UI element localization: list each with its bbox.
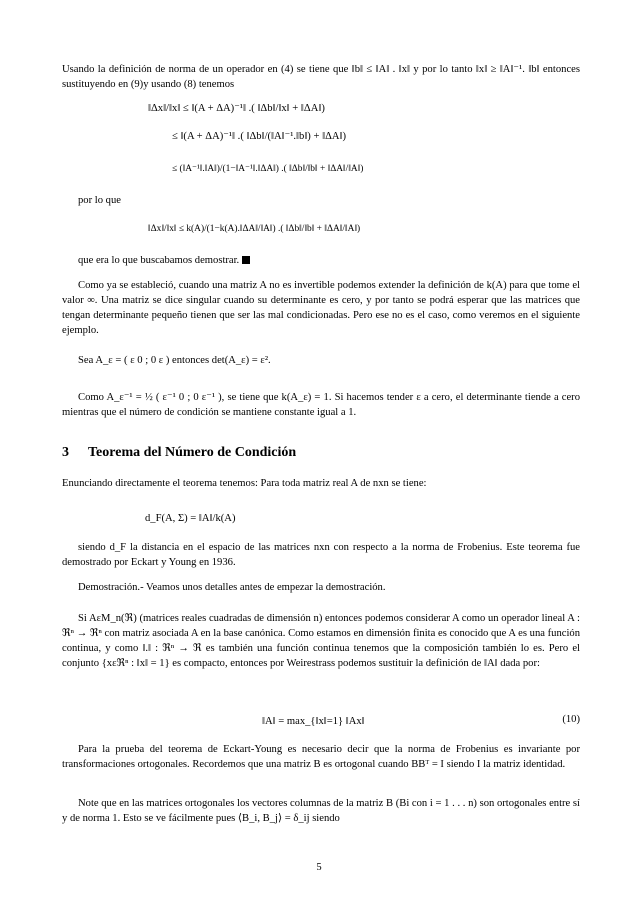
section-heading	[62, 444, 580, 462]
paragraph-orthogonal-columns: Note que en las matrices ortogonales los vectores columnas de la matriz B (Bi con i = 1 . . . n) son ortogonales entre sí y de norma 1. Esto se ve fácilmente pues ⟨B_i, B_j⟩ = δ_ij siendo	[62, 798, 580, 824]
qed-square-icon	[242, 256, 250, 264]
paragraph-linear-operator: Si AεM_n(ℜ) (matrices reales cuadradas de dimensión n) entonces podemos considerar A como un operador lineal A : ℜⁿ → ℜⁿ con matriz asociada A en la base canónica. Como estamos en dimensión finita es conocido que A es una función continua, y como ‖.‖ : ℜⁿ → ℜ es también una función continua tenemos que la composición también lo es. Pero el conjunto {xεℜⁿ : ‖x‖ = 1} es compacto, entonces por Weirestrass podemos sustituir la definición de ‖A‖ dada por:	[62, 613, 580, 669]
paragraph-example-matrix: Sea A_ε = ( ε 0 ; 0 ε ) entonces det(A_ε) = ε².	[78, 355, 271, 366]
paragraph-qed	[62, 253, 580, 268]
paragraph-por-lo-que: por lo que	[78, 195, 121, 206]
inequality-final: ‖Δx‖/‖x‖ ≤ k(A)/(1−k(A).‖ΔA‖/‖A‖) .( ‖Δb‖/‖b‖ + ‖ΔA‖/‖A‖)	[148, 224, 361, 234]
section-title: Teorema del Número de Condición	[88, 445, 297, 460]
paragraph-eckart-young: Para la prueba del teorema de Eckart-Young es necesario decir que la norma de Frobenius es invariante por transformaciones ortogonales. Recordemos que una matriz B es ortogonal cuando BBᵀ = I siendo I la matriz identidad.	[62, 744, 580, 770]
norm-max-equation: ‖A‖ = max_{‖x‖=1} ‖Ax‖	[262, 716, 365, 727]
inequality-line-1: ‖Δx‖/‖x‖ ≤ ‖(A + ΔA)⁻¹‖ .( ‖Δb‖/‖x‖ + ‖ΔA‖)	[148, 103, 325, 114]
paragraph-frobenius: siendo d_F la distancia en el espacio de las matrices nxn con respecto a la norma de Frobenius. Este teorema fue demostrado por Eckart y Young en 1936.	[62, 542, 580, 568]
inequality-line-2: ≤ ‖(A + ΔA)⁻¹‖ .( ‖Δb‖/(‖A‖⁻¹.‖b‖) + ‖ΔA‖)	[172, 131, 347, 142]
qed-text: que era lo que buscabamos demostrar.	[78, 255, 240, 266]
theorem-equation: d_F(A, Σ) = ‖A‖/k(A)	[145, 513, 236, 524]
paragraph-theorem-statement: Enunciando directamente el teorema tenemos: Para toda matriz real A de nxn se tiene:	[62, 478, 427, 489]
inequality-line-3: ≤ (‖A⁻¹‖.‖A‖)/(1−‖A⁻¹‖.‖ΔA‖) .( ‖Δb‖/‖b‖ + ‖ΔA‖/‖A‖)	[172, 164, 364, 174]
paragraph-demostracion: Demostración.- Veamos unos detalles antes de empezar la demostración.	[78, 582, 386, 593]
page-number: 5	[316, 862, 322, 873]
paragraph-norm-definition: Usando la definición de norma de un operador en (4) se tiene que ‖b‖ ≤ ‖A‖ . ‖x‖ y por lo tanto ‖x‖ ≥ ‖A‖⁻¹. ‖b‖ entonces sustituyendo en (9)y usando (8) tenemos	[62, 64, 580, 90]
section-number: 3	[62, 445, 69, 460]
paragraph-singular-matrices: Como ya se estableció, cuando una matriz A no es invertible podemos extender la definición de k(A) para que tome el valor ∞. Una matriz se dice singular cuando su determinante es cero, y por tanto se podrá esperar que las matrices que tengan determinante pequeño tienen que ser las mal condicionadas. Pero ese no es el caso, como veremos en el siguiente ejemplo.	[62, 280, 580, 336]
paragraph-inverse-matrix: Como A_ε⁻¹ = ½ ( ε⁻¹ 0 ; 0 ε⁻¹ ), se tiene que k(A_ε) = 1. Si hacemos tender ε a cero, el determinante tiende a cero mientras que el número de condición se mantiene constante igual a 1.	[62, 392, 580, 418]
equation-number: (10)	[562, 714, 580, 725]
